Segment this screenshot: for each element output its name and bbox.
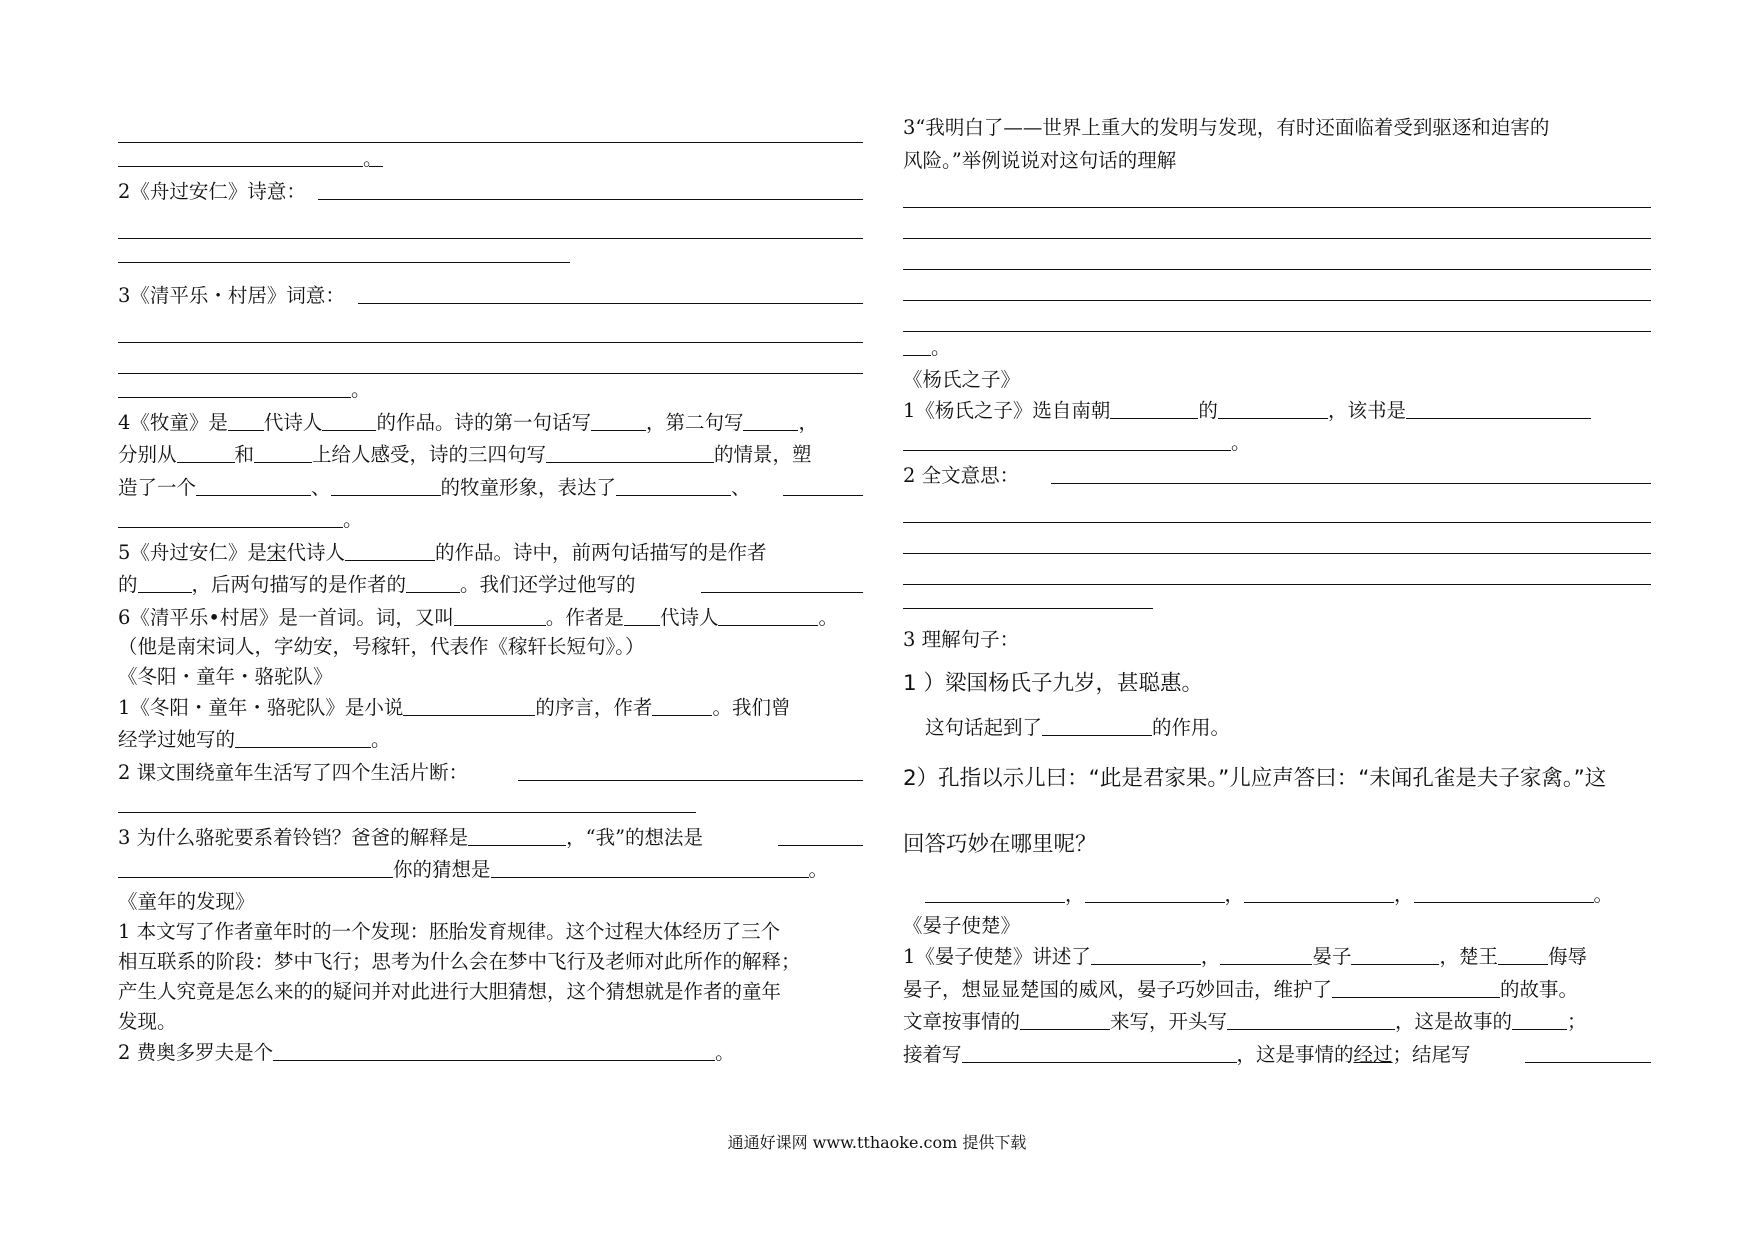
answer-line xyxy=(118,208,863,239)
answer-line xyxy=(903,585,1651,618)
answer-line-end: 。 xyxy=(903,332,1651,365)
text-tongnian-2: 相互联系的阶段：梦中飞行；思考为什么会在梦中飞行及老师对此所作的解释； xyxy=(118,949,801,973)
right-column xyxy=(903,112,1651,1071)
question-dongyang-1: 1《冬阳・童年・骆驼队》是小说 的序言，作者 。我们曾 xyxy=(118,692,863,725)
sentence-1: 1 ）梁国杨氏子九岁，甚聪惠。 xyxy=(903,671,1204,696)
question-mutong-4: 。 xyxy=(118,504,863,537)
answer-line xyxy=(118,343,863,374)
answer-line xyxy=(903,554,1651,585)
question-yanzi-1: 1《晏子使楚》讲述了 ， 晏子 ，楚王 侮辱 xyxy=(903,941,1651,974)
question-dongyang-3b: 你的猜想是 。 xyxy=(118,854,863,887)
answer-line xyxy=(903,177,1651,208)
answer-line xyxy=(903,239,1651,270)
text-tongnian-3: 产生人究竟是怎么来的的疑问并对此进行大胆猜想，这个猜想就是作者的童年 xyxy=(118,979,782,1003)
question-qingpingle-meaning: 3《清平乐・村居》词意： xyxy=(118,280,863,313)
text-tongnian-1: 1 本文写了作者童年时的一个发现：胚胎发育规律。这个过程大体经历了三个 xyxy=(118,919,781,943)
question-zhouguo-meaning: 2《舟过安仁》诗意： xyxy=(118,176,863,209)
answer-line xyxy=(903,270,1651,301)
question-yang-3: 3 理解句子： xyxy=(903,627,1020,651)
section-title-yanzi: 《晏子使楚》 xyxy=(903,914,1021,937)
answer-sentence-2: ， ， ， 。 xyxy=(903,879,1651,912)
answer-line xyxy=(118,239,863,272)
question-dongyang-3: 3 为什么骆驼要系着铃铛？爸爸的解释是 ，“我”的想法是 xyxy=(118,822,863,855)
note-xinqiji: （他是南宋词人，字幼安，号稼轩，代表作《稼轩长短句》。） xyxy=(118,634,645,658)
question-faxian-3b: 风险。”举例说说对这句话的理解 xyxy=(903,148,1177,172)
section-title-yang: 《杨氏之子》 xyxy=(903,367,1021,391)
question-yanzi-1d: 接着写 ，这是事情的经过；结尾写 xyxy=(903,1039,1651,1072)
answer-line xyxy=(118,789,863,822)
question-qingpingle-author: 6《清平乐•村居》是一首词。词，又叫 。作者是 代诗人 。 xyxy=(118,602,863,632)
footer-credit: 通通好课网 www.tthaoke.com 提供下载 xyxy=(727,1133,1027,1152)
question-yanzi-1b: 晏子，想显显楚国的威风，晏子巧妙回击，维护了 的故事。 xyxy=(903,974,1651,1007)
question-faxian-3: 3“我明白了——世界上重大的发明与发现，有时还面临着受到驱逐和迫害的 xyxy=(903,116,1550,139)
question-sentence-2: 回答巧妙在哪里呢？ xyxy=(903,831,1097,857)
question-yanzi-1c: 文章按事情的 来写，开头写 ，这是故事的 ； xyxy=(903,1006,1651,1039)
text-tongnian-4: 发现。 xyxy=(118,1009,177,1033)
question-mutong-2: 分别从 和 上给人感受，诗的三四句写 的情景，塑 xyxy=(118,439,863,472)
question-dongyang-2: 2 课文围绕童年生活写了四个生活片断： xyxy=(118,757,863,790)
left-column xyxy=(118,112,863,1069)
section-title-tongnian: 《童年的发现》 xyxy=(118,889,255,913)
answer-line-end: 。 xyxy=(118,374,863,407)
answer-line xyxy=(118,312,863,343)
answer-line xyxy=(903,523,1651,554)
question-mutong-3: 造了一个 、 的牧童形象，表达了 、 xyxy=(118,472,863,505)
answer-line xyxy=(118,112,863,143)
answer-line-end: 。 xyxy=(118,143,863,176)
answer-line xyxy=(903,301,1651,332)
question-dongyang-1b: 经学过她写的 。 xyxy=(118,724,863,757)
sentence-2: 2）孔指以示儿曰：“此是君家果。”儿应声答曰：“未闻孔雀是夫子家禽。”这 xyxy=(903,765,1607,791)
question-sentence-1: 这句话起到了 的作用。 xyxy=(903,712,1651,745)
question-yang-1b: 。 xyxy=(903,427,1651,460)
question-yang-1: 1《杨氏之子》选自南朝 的 ，该书是 xyxy=(903,395,1651,428)
question-tongnian-2: 2 费奥多罗夫是个 。 xyxy=(118,1037,863,1070)
section-title-dongyang: 《冬阳・童年・骆驼队》 xyxy=(118,664,333,688)
question-yang-2: 2 全文意思： xyxy=(903,460,1651,493)
answer-line xyxy=(903,208,1651,239)
question-mutong: 4《牧童》是 代诗人 的作品。诗的第一句话写 ，第二句写 ， xyxy=(118,407,863,440)
question-zhouguo-author: 5《舟过安仁》是宋代诗人 的作品。诗中，前两句话描写的是作者 xyxy=(118,537,863,570)
question-zhouguo-author-2: 的 ，后两句描写的是作者的 。我们还学过他写的 xyxy=(118,569,863,602)
answer-line xyxy=(903,492,1651,523)
